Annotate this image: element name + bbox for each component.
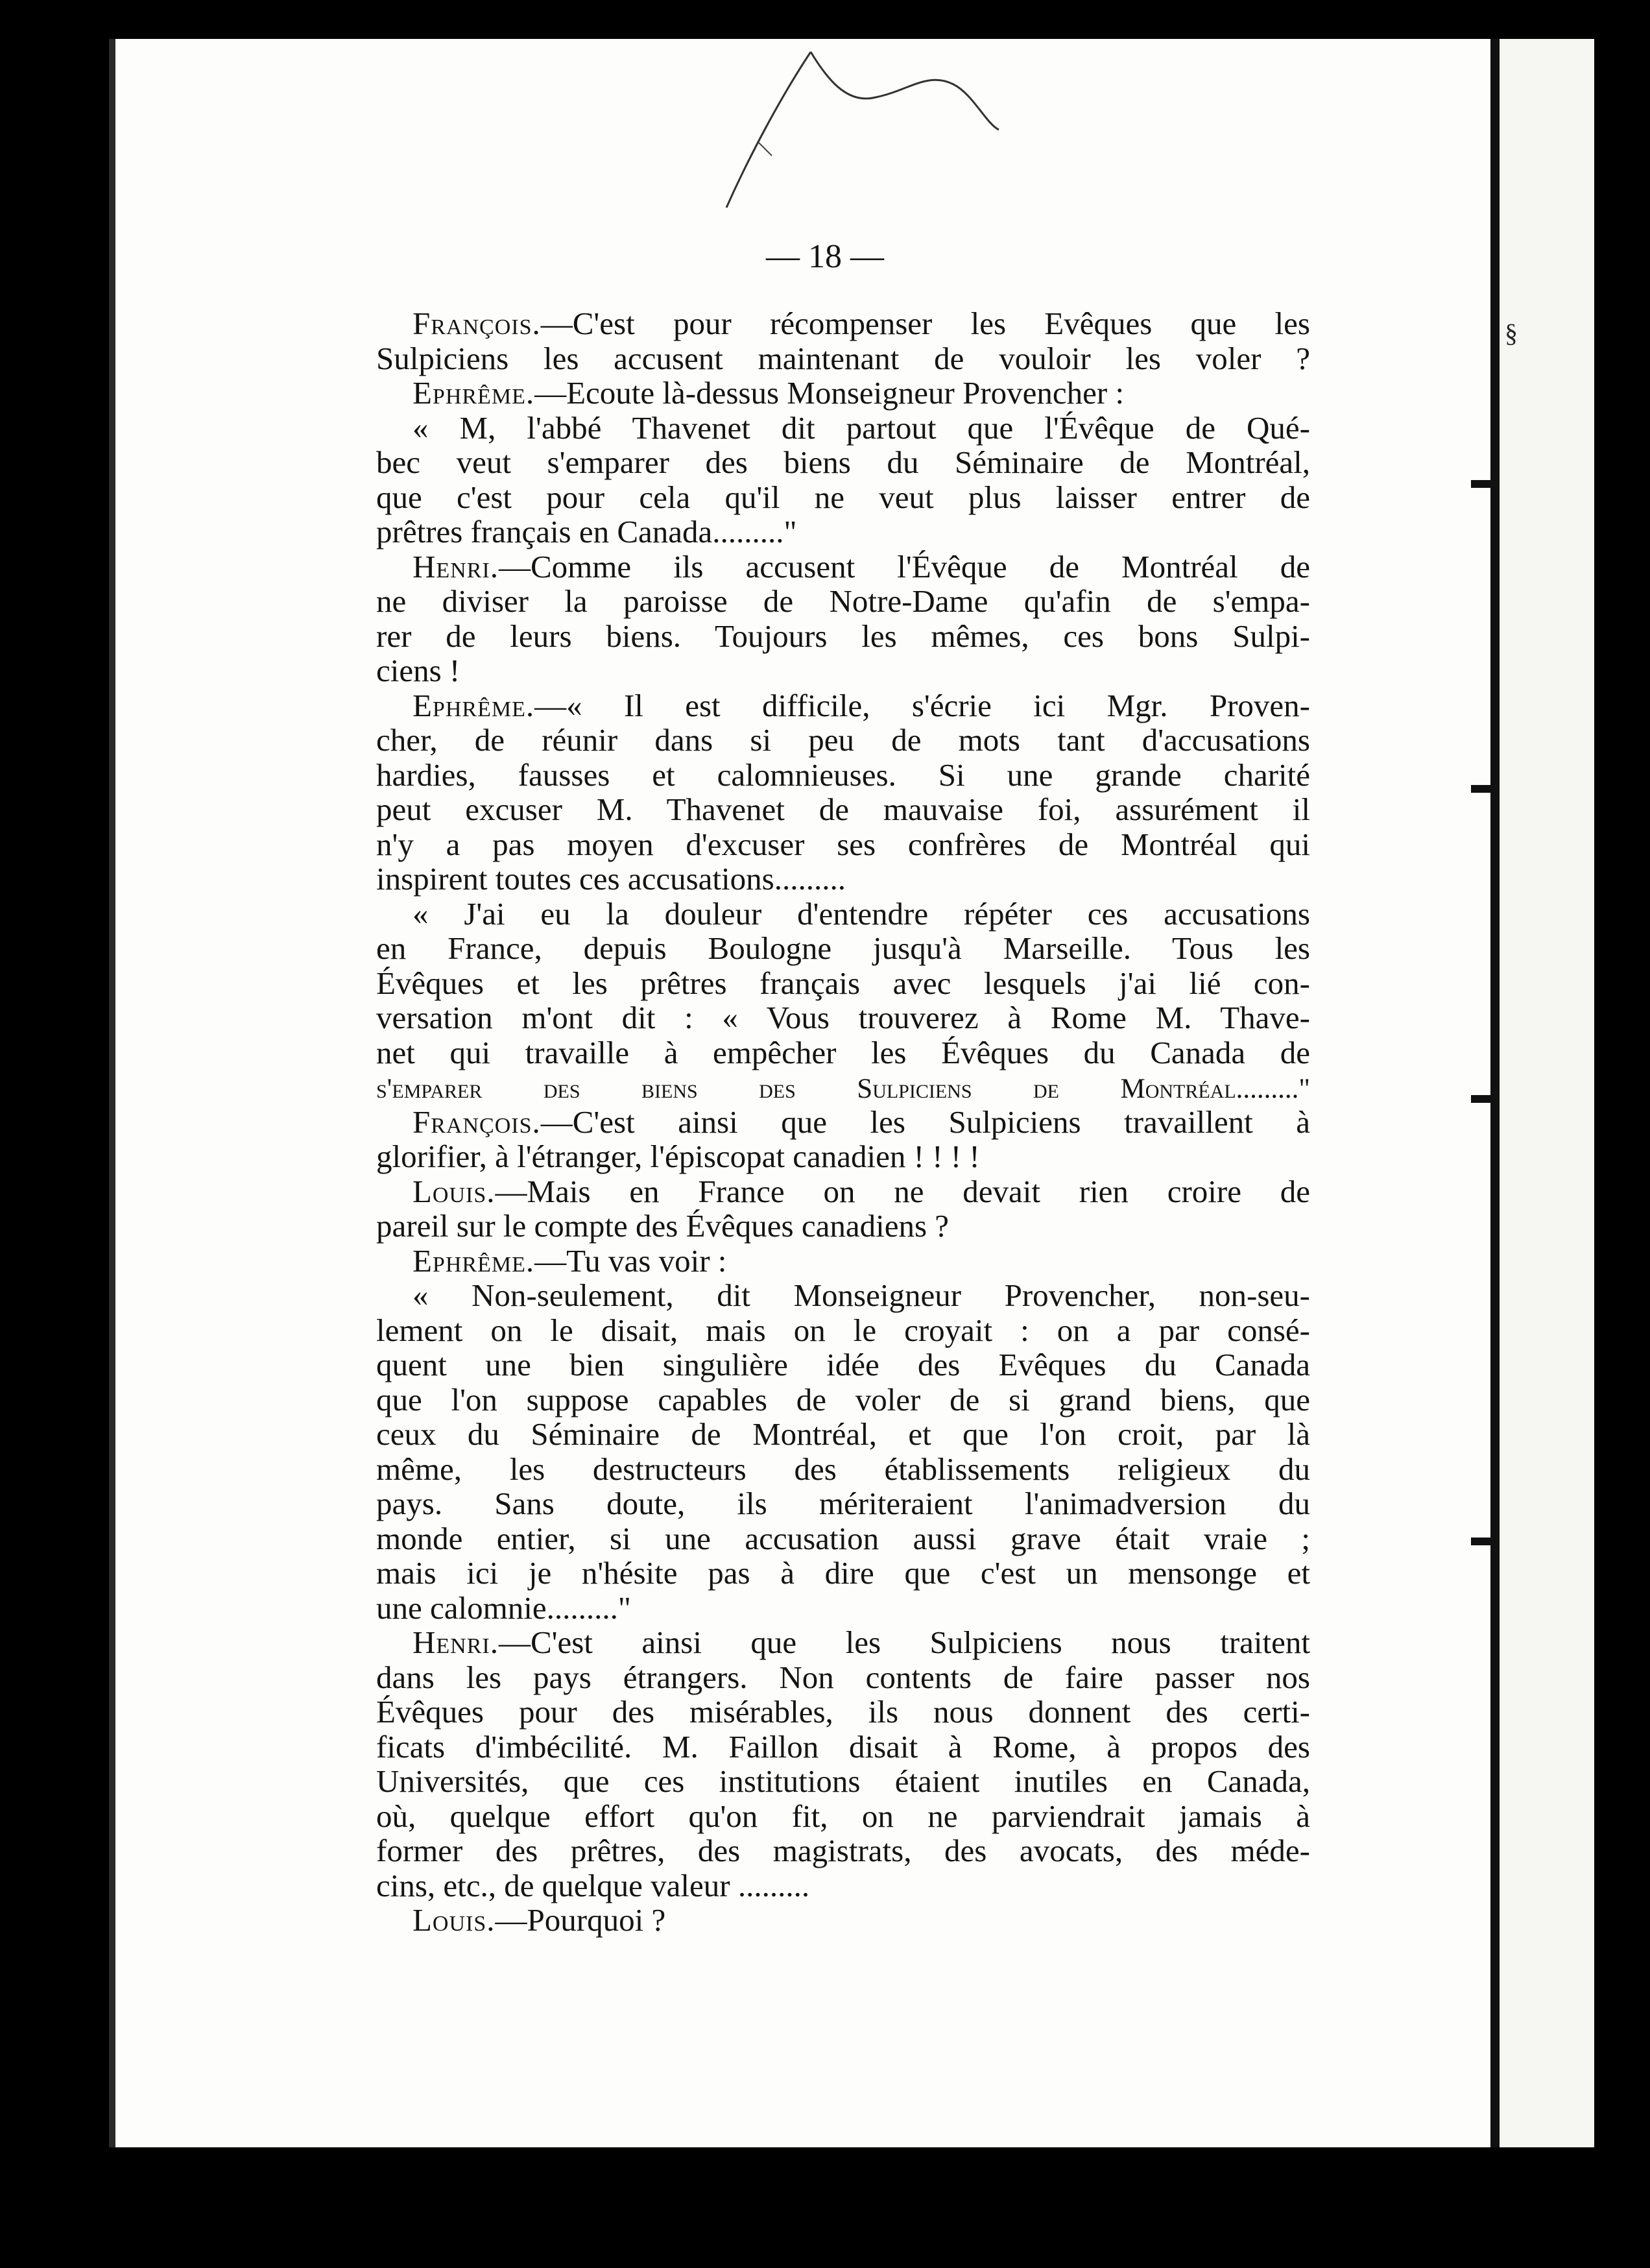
text-line [376,1730,1310,1765]
line-text: en France, depuis Boulogne jusqu'à Marseille. Tous les [376,930,1310,966]
line-text: glorifier, à l'étranger, l'épiscopat canadien ! ! ! ! [376,1139,980,1174]
text-line [376,1139,1310,1174]
line-text: rer de leurs biens. Toujours les mêmes, ces bons Sulpi- [376,618,1310,654]
text-line [376,897,1310,932]
adjacent-page-edge [1490,39,1594,2147]
text-line [376,1070,1310,1105]
margin-ink-mark: § [1505,319,1518,348]
text-line [376,584,1310,619]
text-line [376,723,1310,758]
text-line [376,411,1310,446]
text-line [376,445,1310,480]
small-caps-text: s'emparer des biens des Sulpiciens de Montréal........." [376,1074,1310,1104]
line-text: une calomnie........." [376,1589,631,1626]
line-text: cins, etc., de quelque valeur ......... [376,1867,810,1903]
speaker-name: Henri. [413,1624,499,1660]
line-text: lement on le disait, mais on le croyait : on a par consé- [376,1312,1310,1348]
text-line [376,480,1310,515]
line-text: —C'est ainsi que les Sulpiciens nous traitent [498,1624,1310,1660]
line-text: —Pourquoi ? [495,1902,666,1938]
pencil-scribble [713,45,1051,227]
text-line [376,1868,1310,1903]
text-line [376,1625,1310,1660]
line-text: même, les destructeurs des établissements religieux du [376,1451,1310,1487]
text-line [376,306,1310,341]
text-line [376,619,1310,654]
text-line [376,1591,1310,1626]
line-text: Universités, que ces institutions étaient inutiles en Canada, [376,1763,1310,1799]
speaker-name: François. [413,1104,541,1140]
line-text: quent une bien singulière idée des Evêques du Canada [376,1347,1310,1382]
text-line [376,758,1310,793]
line-text: Évêques et les prêtres français avec lesquels j'ai lié con- [376,965,1310,1001]
line-text: cher, de réunir dans si peu de mots tant d'accusations [376,722,1310,758]
text-line [376,1313,1310,1348]
line-text: versation m'ont dit : « Vous trouverez à Rome M. Thave- [376,1000,1310,1035]
text-line [376,1833,1310,1868]
line-text: « M, l'abbé Thavenet dit partout que l'Évêque de Qué- [413,409,1310,446]
line-text: —« Il est difficile, s'écrie ici Mgr. Proven- [534,687,1310,723]
text-line [376,1521,1310,1556]
text-line [376,1903,1310,1938]
line-text: —Comme ils accusent l'Évêque de Montréal de [498,548,1310,585]
line-text: peut excuser M. Thavenet de mauvaise foi, assurément il [376,791,1310,827]
line-text: pays. Sans doute, ils mériteraient l'animadversion du [376,1486,1310,1521]
line-text: former des prêtres, des magistrats, des avocats, des méde- [376,1833,1310,1868]
speaker-name: Henri. [413,548,499,585]
text-line [376,827,1310,862]
binding-mark [1471,1095,1497,1103]
line-text: « J'ai eu la douleur d'entendre répéter ces accusations [413,895,1310,932]
binding-mark [1471,480,1497,488]
line-text: prêtres français en Canada........." [376,514,797,549]
line-text: où, quelque effort qu'on fit, on ne parviendrait jamais à [376,1798,1310,1834]
text-line [376,1347,1310,1382]
text-line [376,1764,1310,1799]
line-text: inspirent toutes ces accusations......... [376,861,846,897]
text-line [376,341,1310,376]
line-text: que l'on suppose capables de voler de si grand biens, que [376,1381,1310,1418]
line-text: Sulpiciens les accusent maintenant de vouloir les voler ? [376,340,1310,376]
page-number: — 18 — [766,238,884,275]
scan-border [109,2147,1594,2268]
text-line [376,862,1310,897]
text-line [376,931,1310,966]
text-line [376,1278,1310,1313]
binding-mark [1471,1538,1497,1545]
text-line [376,1486,1310,1521]
speaker-name: Ephrême. [413,687,535,723]
line-text: ciens ! [376,653,460,688]
text-line [376,1417,1310,1452]
text-line [376,1382,1310,1418]
speaker-name: Louis. [413,1173,496,1209]
text-line [376,1695,1310,1730]
text-line [376,1209,1310,1244]
line-text: net qui travaille à empêcher les Évêques du Canada de [376,1034,1310,1070]
body-text [376,306,1310,1938]
line-text: —C'est ainsi que les Sulpiciens travaillent à [540,1104,1310,1140]
line-text: —Tu vas voir : [534,1242,727,1279]
line-text: bec veut s'emparer des biens du Séminaire de Montréal, [376,444,1310,480]
text-line [376,1799,1310,1834]
line-text: mais ici je n'hésite pas à dire que c'est un mensonge et [376,1555,1310,1591]
line-text: ne diviser la paroisse de Notre-Dame qu'afin de s'empa- [376,583,1310,619]
binding-mark [1471,785,1497,793]
line-text: ceux du Séminaire de Montréal, et que l'on croit, par là [376,1416,1310,1452]
text-line [376,1105,1310,1140]
speaker-name: Ephrême. [413,1242,535,1279]
line-text: ficats d'imbécilité. M. Faillon disait à Rome, à propos des [376,1728,1310,1765]
text-line [376,1174,1310,1209]
line-text: n'y a pas moyen d'excuser ses confrères de Montréal qui [376,826,1310,862]
text-line [376,1660,1310,1695]
line-text: —Ecoute là-dessus Monseigneur Provencher : [534,375,1125,411]
line-text: monde entier, si une accusation aussi grave était vraie ; [376,1520,1310,1556]
text-line [376,1000,1310,1035]
speaker-name: Louis. [413,1902,496,1938]
line-text: hardies, fausses et calomnieuses. Si une grande charité [376,756,1310,793]
text-line [376,549,1310,585]
line-text: —C'est pour récompenser les Evêques que les [540,306,1310,341]
speaker-name: François. [413,306,541,341]
line-text: pareil sur le compte des Évêques canadiens ? [376,1208,950,1244]
line-text: —Mais en France on ne devait rien croire de [495,1173,1310,1209]
line-text: dans les pays étrangers. Non contents de faire passer nos [376,1659,1310,1695]
text-line [376,514,1310,549]
speaker-name: Ephrême. [413,375,535,411]
text-line [376,376,1310,411]
text-line [376,653,1310,688]
text-line [376,1556,1310,1591]
line-text: que c'est pour cela qu'il ne veut plus laisser entrer de [376,479,1310,515]
text-line [376,1452,1310,1487]
text-line [376,688,1310,723]
text-line [376,792,1310,827]
line-text: Évêques pour des misérables, ils nous donnent des certi- [376,1694,1310,1730]
text-line [376,966,1310,1001]
text-line [376,1244,1310,1279]
line-text: « Non-seulement, dit Monseigneur Provencher, non-seu- [413,1277,1310,1313]
text-line [376,1035,1310,1070]
